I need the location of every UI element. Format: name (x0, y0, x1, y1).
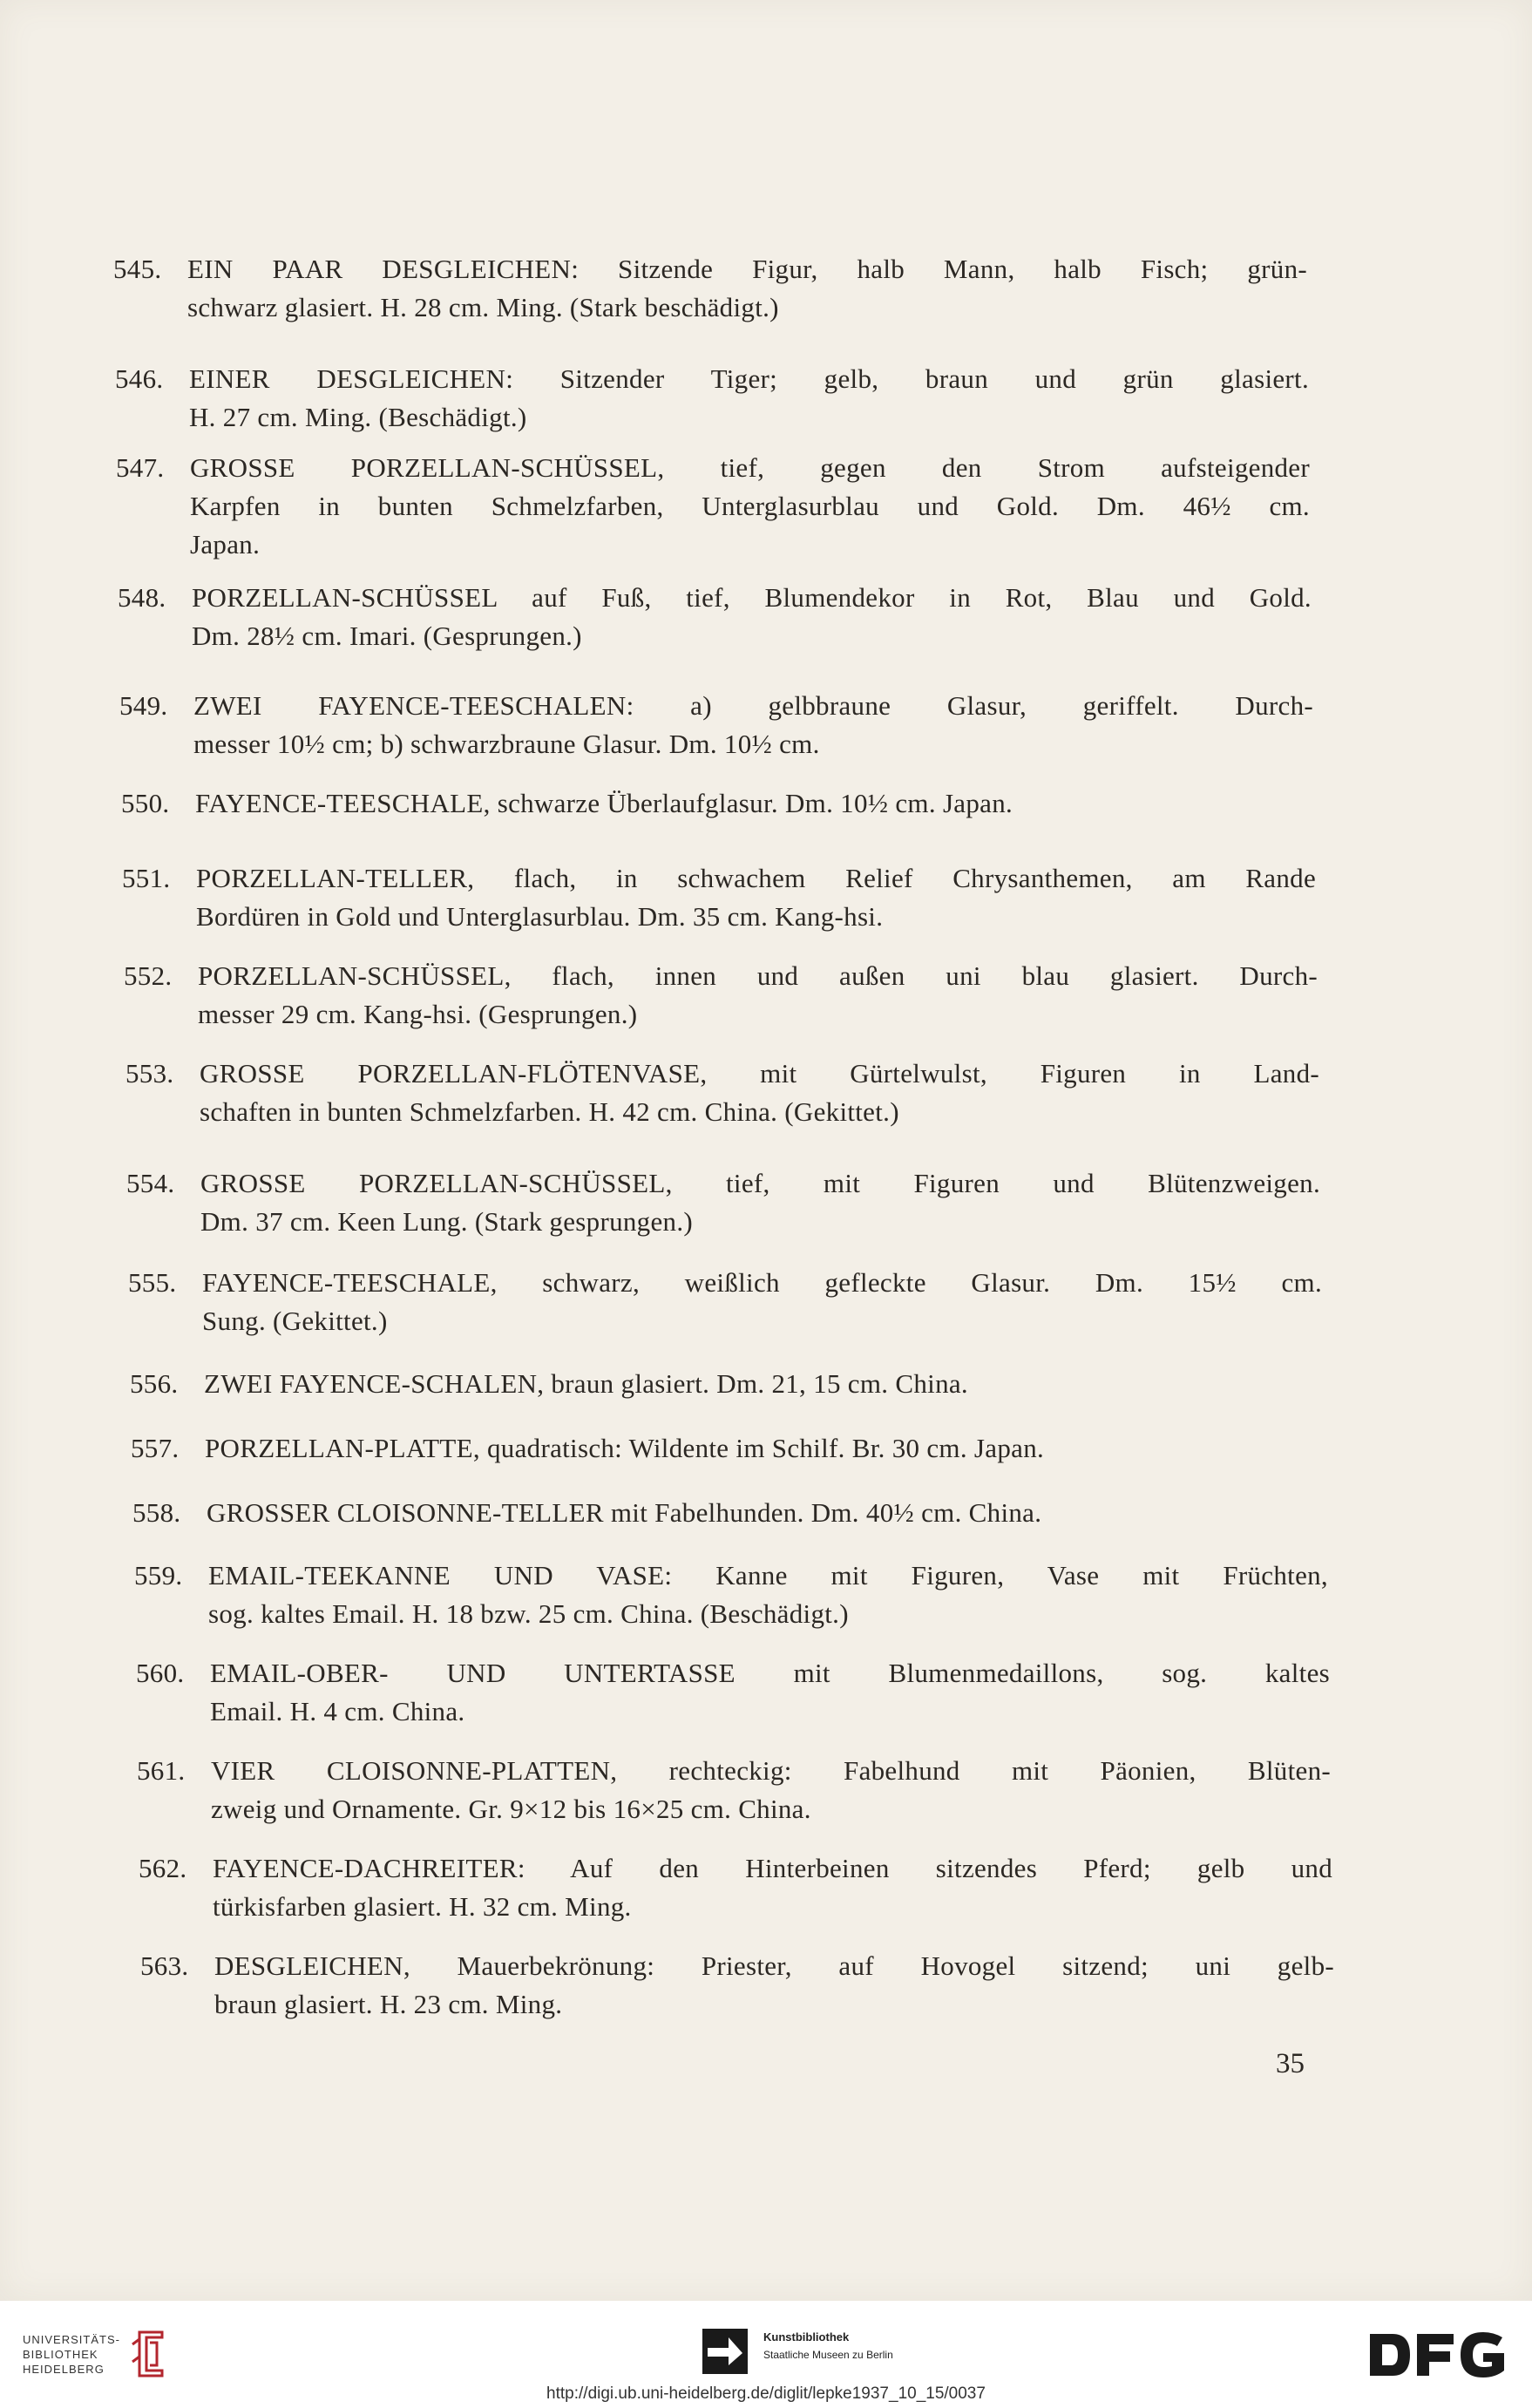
entry-line: EIN PAAR DESGLEICHEN: Sitzende Figur, halb Mann, halb Fisch; grün- (187, 254, 1307, 284)
entry-line: ZWEI FAYENCE-SCHALEN, braun glasiert. Dm. 21, 15 cm. China. (204, 1368, 968, 1399)
entry-number: 558. (132, 1497, 181, 1528)
entry-line: H. 27 cm. Ming. (Beschädigt.) (189, 402, 527, 432)
entry-number: 553. (125, 1058, 174, 1089)
catalog-entry (113, 250, 1307, 327)
entry-line: zweig und Ornamente. Gr. 9×12 bis 16×25 cm. China. (211, 1794, 811, 1824)
entry-number: 546. (115, 363, 164, 394)
entry-text (200, 1164, 1320, 1241)
entry-line: PORZELLAN-TELLER, flach, in schwachem Relief Chrysanthemen, am Rande (196, 863, 1316, 893)
entry-text (214, 1947, 1334, 2024)
entry-text (205, 1429, 1325, 1468)
entry-line: schaften in bunten Schmelzfarben. H. 42 cm. China. (Gekittet.) (200, 1096, 899, 1127)
entry-line: Bordüren in Gold und Unterglasurblau. Dm. 35 cm. Kang-hsi. (196, 901, 884, 932)
entry-text (190, 449, 1310, 564)
entry-text (202, 1264, 1322, 1340)
entry-line: GROSSER CLOISONNE-TELLER mit Fabelhunden. Dm. 40½ cm. China. (207, 1497, 1042, 1528)
entry-line: schwarz glasiert. H. 28 cm. Ming. (Stark beschädigt.) (187, 292, 779, 322)
catalog-entry (137, 1752, 1331, 1828)
entry-number: 548. (118, 582, 166, 613)
entry-number: 559. (134, 1560, 183, 1591)
entry-line: DESGLEICHEN, Mauerbekrönung: Priester, auf Hovogel sitzend; uni gelb- (214, 1950, 1334, 1981)
kunstbibliothek-subtitle: Staatliche Museen zu Berlin (763, 2349, 893, 2361)
kunstbibliothek-title: Kunstbibliothek (763, 2330, 850, 2344)
catalog-entry (115, 360, 1309, 437)
entry-number: 562. (139, 1853, 187, 1883)
entry-text (193, 687, 1313, 763)
catalog-entry (122, 859, 1316, 936)
ub-heidelberg-logo[interactable] (23, 2327, 171, 2381)
entry-text (198, 957, 1318, 1034)
catalog-entry (131, 1429, 1325, 1468)
entry-line: GROSSE PORZELLAN-SCHÜSSEL, tief, mit Figuren und Blütenzweigen. (200, 1168, 1320, 1198)
catalog-entry (121, 784, 1315, 823)
entry-line: EINER DESGLEICHEN: Sitzender Tiger; gelb, braun und grün glasiert. (189, 363, 1309, 394)
dfg-logo-icon[interactable] (1366, 2329, 1509, 2381)
entry-number: 561. (137, 1755, 186, 1786)
entry-number: 554. (126, 1168, 175, 1198)
entry-line: Karpfen in bunten Schmelzfarben, Unterglasurblau und Gold. Dm. 46½ cm. (190, 491, 1310, 521)
catalog-entry (126, 1164, 1320, 1241)
entry-line: ZWEI FAYENCE-TEESCHALEN: a) gelbbraune Glasur, geriffelt. Durch- (193, 690, 1313, 721)
entry-line: Dm. 37 cm. Keen Lung. (Stark gesprungen.) (200, 1206, 694, 1237)
kunstbibliothek-logo[interactable] (702, 2329, 893, 2374)
catalog-entry (132, 1494, 1326, 1532)
entry-text (195, 784, 1315, 823)
entry-line: Dm. 28½ cm. Imari. (Gesprungen.) (192, 621, 582, 651)
entry-text (213, 1849, 1332, 1926)
source-url[interactable]: http://digi.ub.uni-heidelberg.de/diglit/lepke1937_10_15/0037 (546, 2384, 986, 2403)
entry-number: 549. (119, 690, 168, 721)
entry-line: PORZELLAN-PLATTE, quadratisch: Wildente im Schilf. Br. 30 cm. Japan. (205, 1433, 1045, 1463)
entry-line: messer 29 cm. Kang-hsi. (Gesprungen.) (198, 999, 638, 1029)
entry-number: 557. (131, 1433, 180, 1463)
entry-number: 556. (130, 1368, 179, 1399)
entry-number: 547. (116, 452, 165, 483)
entry-number: 545. (113, 254, 162, 284)
entry-line: PORZELLAN-SCHÜSSEL auf Fuß, tief, Blumendekor in Rot, Blau und Gold. (192, 582, 1312, 613)
catalog-entry (139, 1849, 1332, 1926)
entry-text (192, 579, 1312, 655)
entry-line: Sung. (Gekittet.) (202, 1306, 388, 1336)
catalog-entry (124, 957, 1318, 1034)
catalog-entry (134, 1557, 1328, 1633)
page-number: 35 (1276, 2048, 1305, 2079)
entry-number: 555. (128, 1267, 177, 1298)
catalog-entry (125, 1055, 1319, 1131)
entry-text (207, 1494, 1326, 1532)
catalog-entry (140, 1947, 1334, 2024)
catalog-entry (116, 449, 1310, 564)
entry-number: 560. (136, 1658, 185, 1688)
entry-line: EMAIL-TEEKANNE UND VASE: Kanne mit Figuren, Vase mit Früchten, (208, 1560, 1328, 1591)
entry-line: VIER CLOISONNE-PLATTEN, rechteckig: Fabelhund mit Päonien, Blüten- (211, 1755, 1331, 1786)
entry-text (189, 360, 1309, 437)
entry-text (196, 859, 1316, 936)
entry-text (200, 1055, 1319, 1131)
catalog-entry (136, 1654, 1330, 1731)
entry-line: PORZELLAN-SCHÜSSEL, flach, innen und außen uni blau glasiert. Durch- (198, 960, 1318, 991)
entry-line: FAYENCE-DACHREITER: Auf den Hinterbeinen sitzendes Pferd; gelb und (213, 1853, 1332, 1883)
entry-line: EMAIL-OBER- UND UNTERTASSE mit Blumenmedaillons, sog. kaltes (210, 1658, 1330, 1688)
catalog-entry (118, 579, 1312, 655)
ub-logo-icon (127, 2327, 171, 2381)
catalog-entry (128, 1264, 1322, 1340)
entry-number: 563. (140, 1950, 189, 1981)
entry-line: FAYENCE-TEESCHALE, schwarze Überlaufglasur. Dm. 10½ cm. Japan. (195, 788, 1013, 818)
entry-number: 550. (121, 788, 170, 818)
catalog-entry (119, 687, 1313, 763)
entry-line: FAYENCE-TEESCHALE, schwarz, weißlich gefleckte Glasur. Dm. 15½ cm. (202, 1267, 1322, 1298)
entry-text (187, 250, 1307, 327)
entry-text (210, 1654, 1330, 1731)
entry-line: braun glasiert. H. 23 cm. Ming. (214, 1989, 563, 2019)
entry-line: GROSSE PORZELLAN-FLÖTENVASE, mit Gürtelwulst, Figuren in Land- (200, 1058, 1319, 1089)
kunstbibliothek-icon (702, 2329, 748, 2374)
entry-text (208, 1557, 1328, 1633)
entry-line: türkisfarben glasiert. H. 32 cm. Ming. (213, 1891, 632, 1922)
catalog-entry (130, 1365, 1324, 1403)
entry-line: Japan. (190, 529, 261, 560)
entry-number: 551. (122, 863, 171, 893)
entry-number: 552. (124, 960, 173, 991)
ub-logo-text: UNIVERSITÄTS- BIBLIOTHEK HEIDELBERG (23, 2332, 120, 2376)
footer-bar (0, 2301, 1532, 2408)
entry-line: Email. H. 4 cm. China. (210, 1696, 465, 1726)
entry-text (211, 1752, 1331, 1828)
entry-line: sog. kaltes Email. H. 18 bzw. 25 cm. China. (Beschädigt.) (208, 1598, 849, 1629)
entry-line: messer 10½ cm; b) schwarzbraune Glasur. Dm. 10½ cm. (193, 729, 820, 759)
entry-line: GROSSE PORZELLAN-SCHÜSSEL, tief, gegen den Strom aufsteigender (190, 452, 1310, 483)
entry-text (204, 1365, 1324, 1403)
